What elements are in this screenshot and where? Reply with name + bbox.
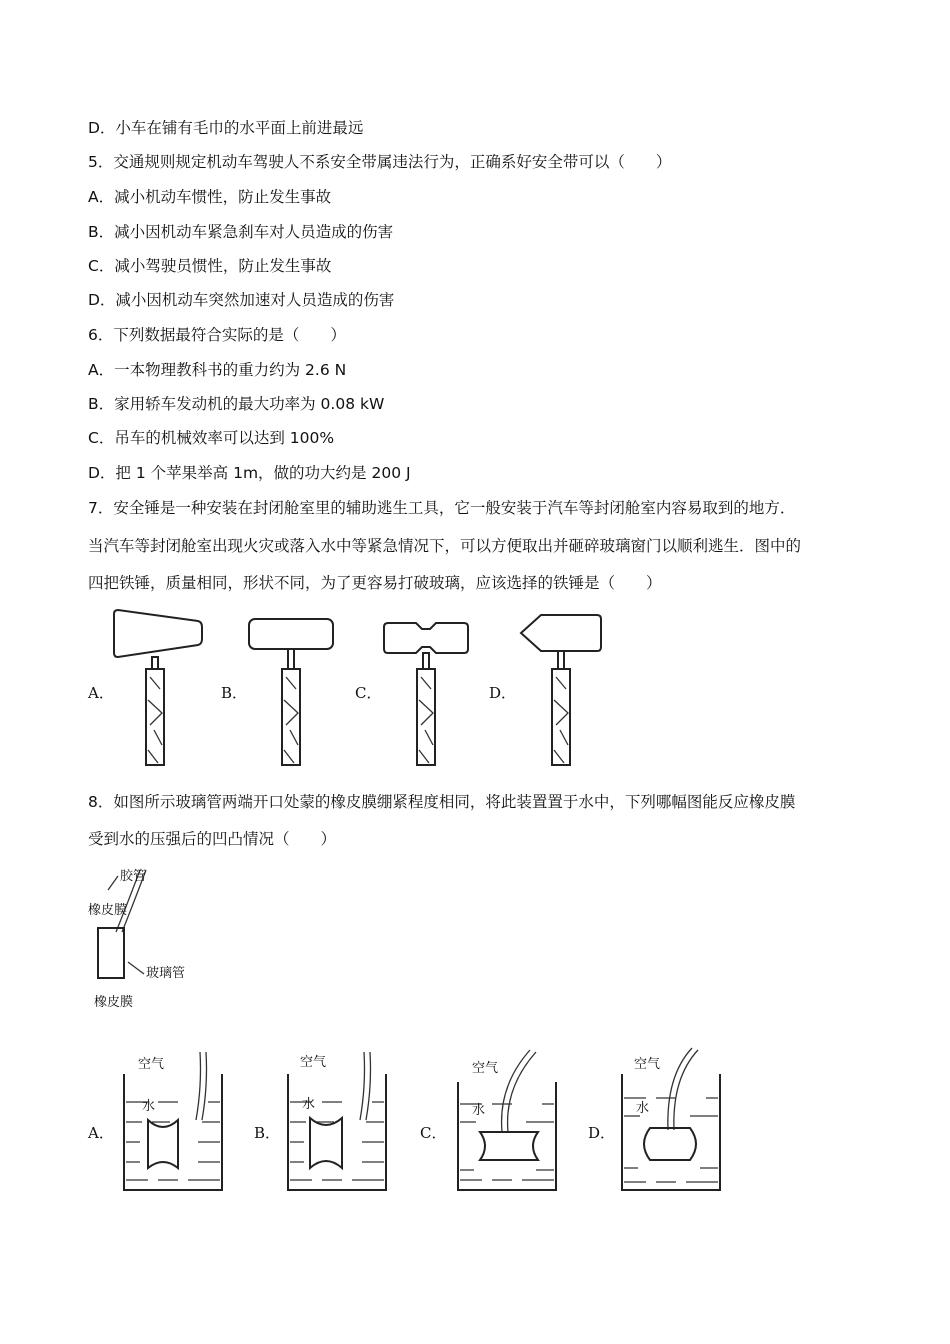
hammer-c-figure — [378, 605, 478, 770]
q6-option-c: C．吊车的机械效率可以达到 100% — [88, 429, 335, 447]
beaker-option-label-d: D． — [588, 1124, 616, 1142]
membrane-bottom-label: 橡皮膜 — [94, 995, 134, 1010]
q6-option-b: B．家用轿车发动机的最大功率为 0.08 kW — [88, 395, 385, 413]
q4-option-d: D．小车在铺有毛巾的水平面上前进最远 — [88, 119, 364, 137]
beaker-a-figure — [118, 1046, 228, 1196]
beaker-a-air-label: 空气 — [138, 1057, 165, 1072]
hammer-b-figure — [243, 605, 343, 770]
q6-option-d: D．把 1 个苹果举高 1m，做的功大约是 200 J — [88, 464, 411, 482]
hammer-a-figure — [110, 605, 210, 770]
hammer-option-label-a: A． — [88, 684, 114, 702]
hammer-option-label-b: B． — [221, 684, 248, 702]
beaker-option-label-c: C． — [420, 1124, 447, 1142]
membrane-top-label: 橡皮膜 — [88, 903, 128, 918]
q7-stem-line3: 四把铁锤，质量相同，形状不同，为了更容易打破玻璃，应该选择的铁锤是（ ） — [88, 574, 662, 592]
beaker-d-figure — [616, 1046, 726, 1196]
q5-option-b: B．减小因机动车紧急刹车对人员造成的伤害 — [88, 223, 394, 241]
q5-option-a: A．减小机动车惯性，防止发生事故 — [88, 188, 332, 206]
beaker-a-water-label: 水 — [142, 1099, 156, 1114]
q7-stem-line2: 当汽车等封闭舱室出现火灾或落入水中等紧急情况下，可以方便取出并砸碎玻璃窗门以顺利逃生．图中的 — [88, 537, 802, 555]
beaker-option-label-a: A． — [88, 1124, 114, 1142]
beaker-b-water-label: 水 — [302, 1097, 316, 1112]
glass-tube-device-figure — [88, 862, 198, 1012]
beaker-c-air-label: 空气 — [472, 1061, 499, 1076]
q8-stem-line1: 8．如图所示玻璃管两端开口处蒙的橡皮膜绷紧程度相同，将此装置置于水中，下列哪幅图能反应橡皮膜 — [88, 793, 796, 811]
beaker-option-label-b: B． — [254, 1124, 281, 1142]
hammer-option-label-d: D． — [489, 684, 517, 702]
hammer-option-label-c: C． — [355, 684, 382, 702]
beaker-d-air-label: 空气 — [634, 1057, 661, 1072]
q6-stem: 6．下列数据最符合实际的是（ ） — [88, 326, 346, 344]
beaker-c-water-label: 水 — [472, 1103, 486, 1118]
hose-label: 胶管 — [120, 869, 147, 884]
q8-stem-line2: 受到水的压强后的凹凸情况（ ） — [88, 830, 337, 848]
q5-option-d: D．减小因机动车突然加速对人员造成的伤害 — [88, 291, 395, 309]
beaker-d-water-label: 水 — [636, 1101, 650, 1116]
q7-stem-line1: 7．安全锤是一种安装在封闭舱室里的辅助逃生工具，它一般安装于汽车等封闭舱室内容易取到的地方． — [88, 499, 796, 517]
q5-option-c: C．减小驾驶员惯性，防止发生事故 — [88, 257, 332, 275]
q5-stem: 5．交通规则规定机动车驾驶人不系安全带属违法行为，正确系好安全带可以（ ） — [88, 153, 672, 171]
beaker-b-air-label: 空气 — [300, 1055, 327, 1070]
beaker-c-figure — [452, 1046, 562, 1196]
beaker-b-figure — [282, 1046, 392, 1196]
glass-tube-label: 玻璃管 — [146, 966, 186, 981]
q6-option-a: A．一本物理教科书的重力约为 2.6 N — [88, 361, 347, 379]
hammer-d-figure — [513, 605, 613, 770]
